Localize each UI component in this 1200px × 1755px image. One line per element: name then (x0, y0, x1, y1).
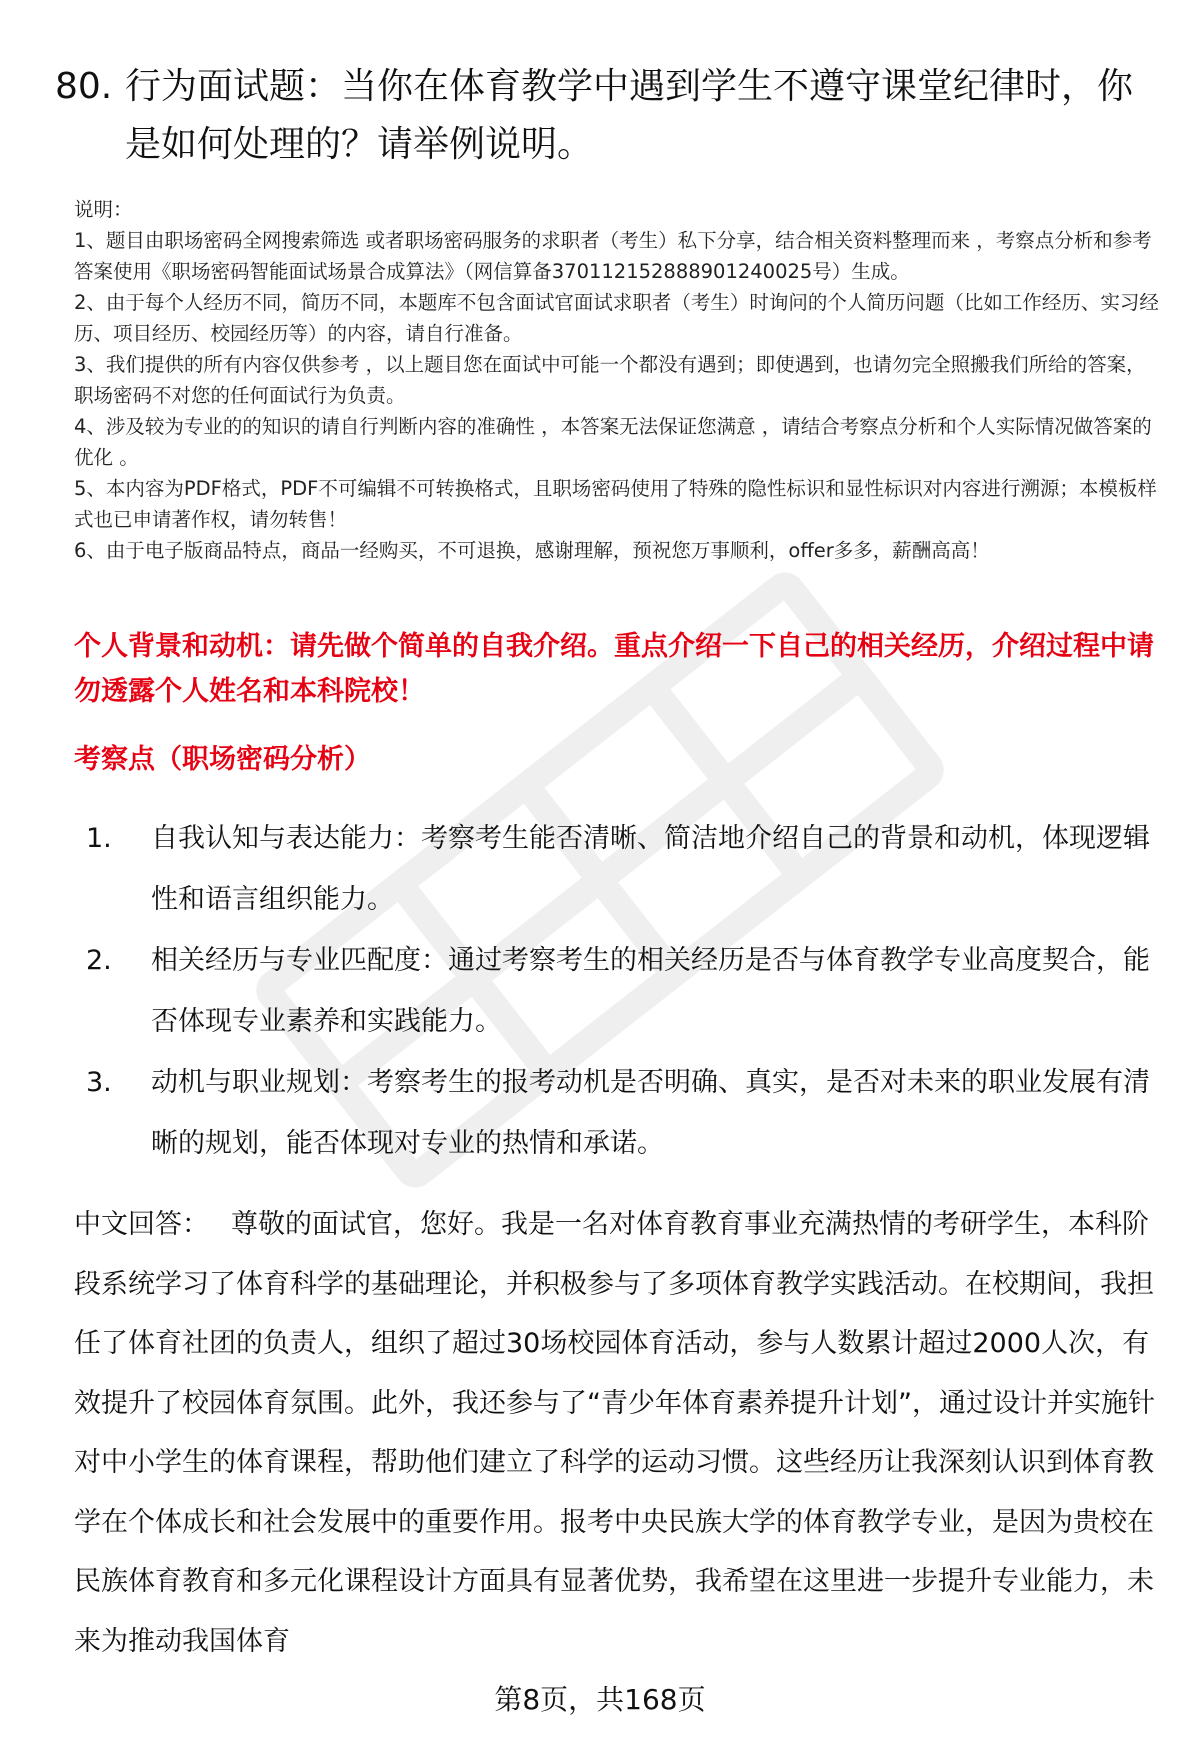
notes-heading: 说明： (74, 198, 133, 221)
point-text: 自我认知与表达能力：考察考生能否清晰、简洁地介绍自己的背景和动机，体现逻辑性和语言组织能力。 (151, 823, 1150, 915)
point-text: 动机与职业规划：考察考生的报考动机是否明确、真实，是否对未来的职业发展有清晰的规划，能否体现对专业的热情和承诺。 (151, 1067, 1150, 1159)
section-heading-analysis: 考察点（职场密码分析） (74, 744, 371, 775)
analysis-point (74, 808, 1154, 930)
point-number: 2. (86, 945, 112, 976)
point-number: 3. (86, 1067, 112, 1098)
note-item: 6、由于电子版商品特点，商品一经购买，不可退换，感谢理解，预祝您万事顺利，offer多多，薪酬高高！ (74, 539, 990, 562)
answer-block (74, 1195, 1164, 1671)
note-item: 5、本内容为PDF格式，PDF不可编辑不可转换格式，且职场密码使用了特殊的隐性标识和显性标识对内容进行溯源；本模板样式也已申请著作权，请勿转售！ (74, 477, 1157, 531)
point-number: 1. (86, 823, 112, 854)
analysis-point (74, 930, 1154, 1052)
question-title (55, 58, 1145, 174)
analysis-points (74, 808, 1154, 1174)
answer-label: 中文回答： (74, 1209, 209, 1240)
section-heading-background: 个人背景和动机：请先做个简单的自我介绍。重点介绍一下自己的相关经历，介绍过程中请勿透露个人姓名和本科院校！ (74, 631, 1154, 707)
note-item: 1、题目由职场密码全网搜索筛选 或者职场密码服务的求职者（考生）私下分享，结合相关资料整理而来 ，考察点分析和参考答案使用《职场密码智能面试场景合成算法》（网信算备370112152888901240025号）生成。 (74, 229, 1152, 283)
question-number: 80. (55, 66, 113, 107)
question-text: 行为面试题：当你在体育教学中遇到学生不遵守课堂纪律时，你是如何处理的？请举例说明。 (125, 66, 1134, 165)
note-item: 3、我们提供的所有内容仅供参考 ，以上题目您在面试中可能一个都没有遇到；即使遇到，也请勿完全照搬我们所给的答案，职场密码不对您的任何面试行为负责。 (74, 353, 1146, 407)
answer-text: 尊敬的面试官，您好。我是一名对体育教育事业充满热情的考研学生，本科阶段系统学习了体育科学的基础理论，并积极参与了多项体育教学实践活动。在校期间，我担任了体育社团的负责人，组织了超过30场校园体育活动，参与人数累计超过2000人次，有效提升了校园体育氛围。此外，我还参与了“青少年体育素养提升计划”，通过设计并实施针对中小学生的体育课程，帮助他们建立了科学的运动习惯。这些经历让我深刻认识到体育教学在个体成长和社会发展中的重要作用。报考中央民族大学的体育教学专业，是因为贵校在民族体育教育和多元化课程设计方面具有显著优势，我希望在这里进一步提升专业能力，未来为推动我国体育 (74, 1209, 1155, 1657)
note-item: 2、由于每个人经历不同，简历不同，本题库不包含面试官面试求职者（考生）时询问的个人简历问题（比如工作经历、实习经历、项目经历、校园经历等）的内容，请自行准备。 (74, 291, 1159, 345)
analysis-point (74, 1052, 1154, 1174)
page-number: 第8页，共168页 (494, 1683, 706, 1716)
point-text: 相关经历与专业匹配度：通过考察考生的相关经历是否与体育教学专业高度契合，能否体现专业素养和实践能力。 (151, 945, 1150, 1037)
notes-block (74, 194, 1164, 566)
note-item: 4、涉及较为专业的的知识的请自行判断内容的准确性 ，本答案无法保证您满意 ，请结合考察点分析和个人实际情况做答案的优化 。 (74, 415, 1152, 469)
